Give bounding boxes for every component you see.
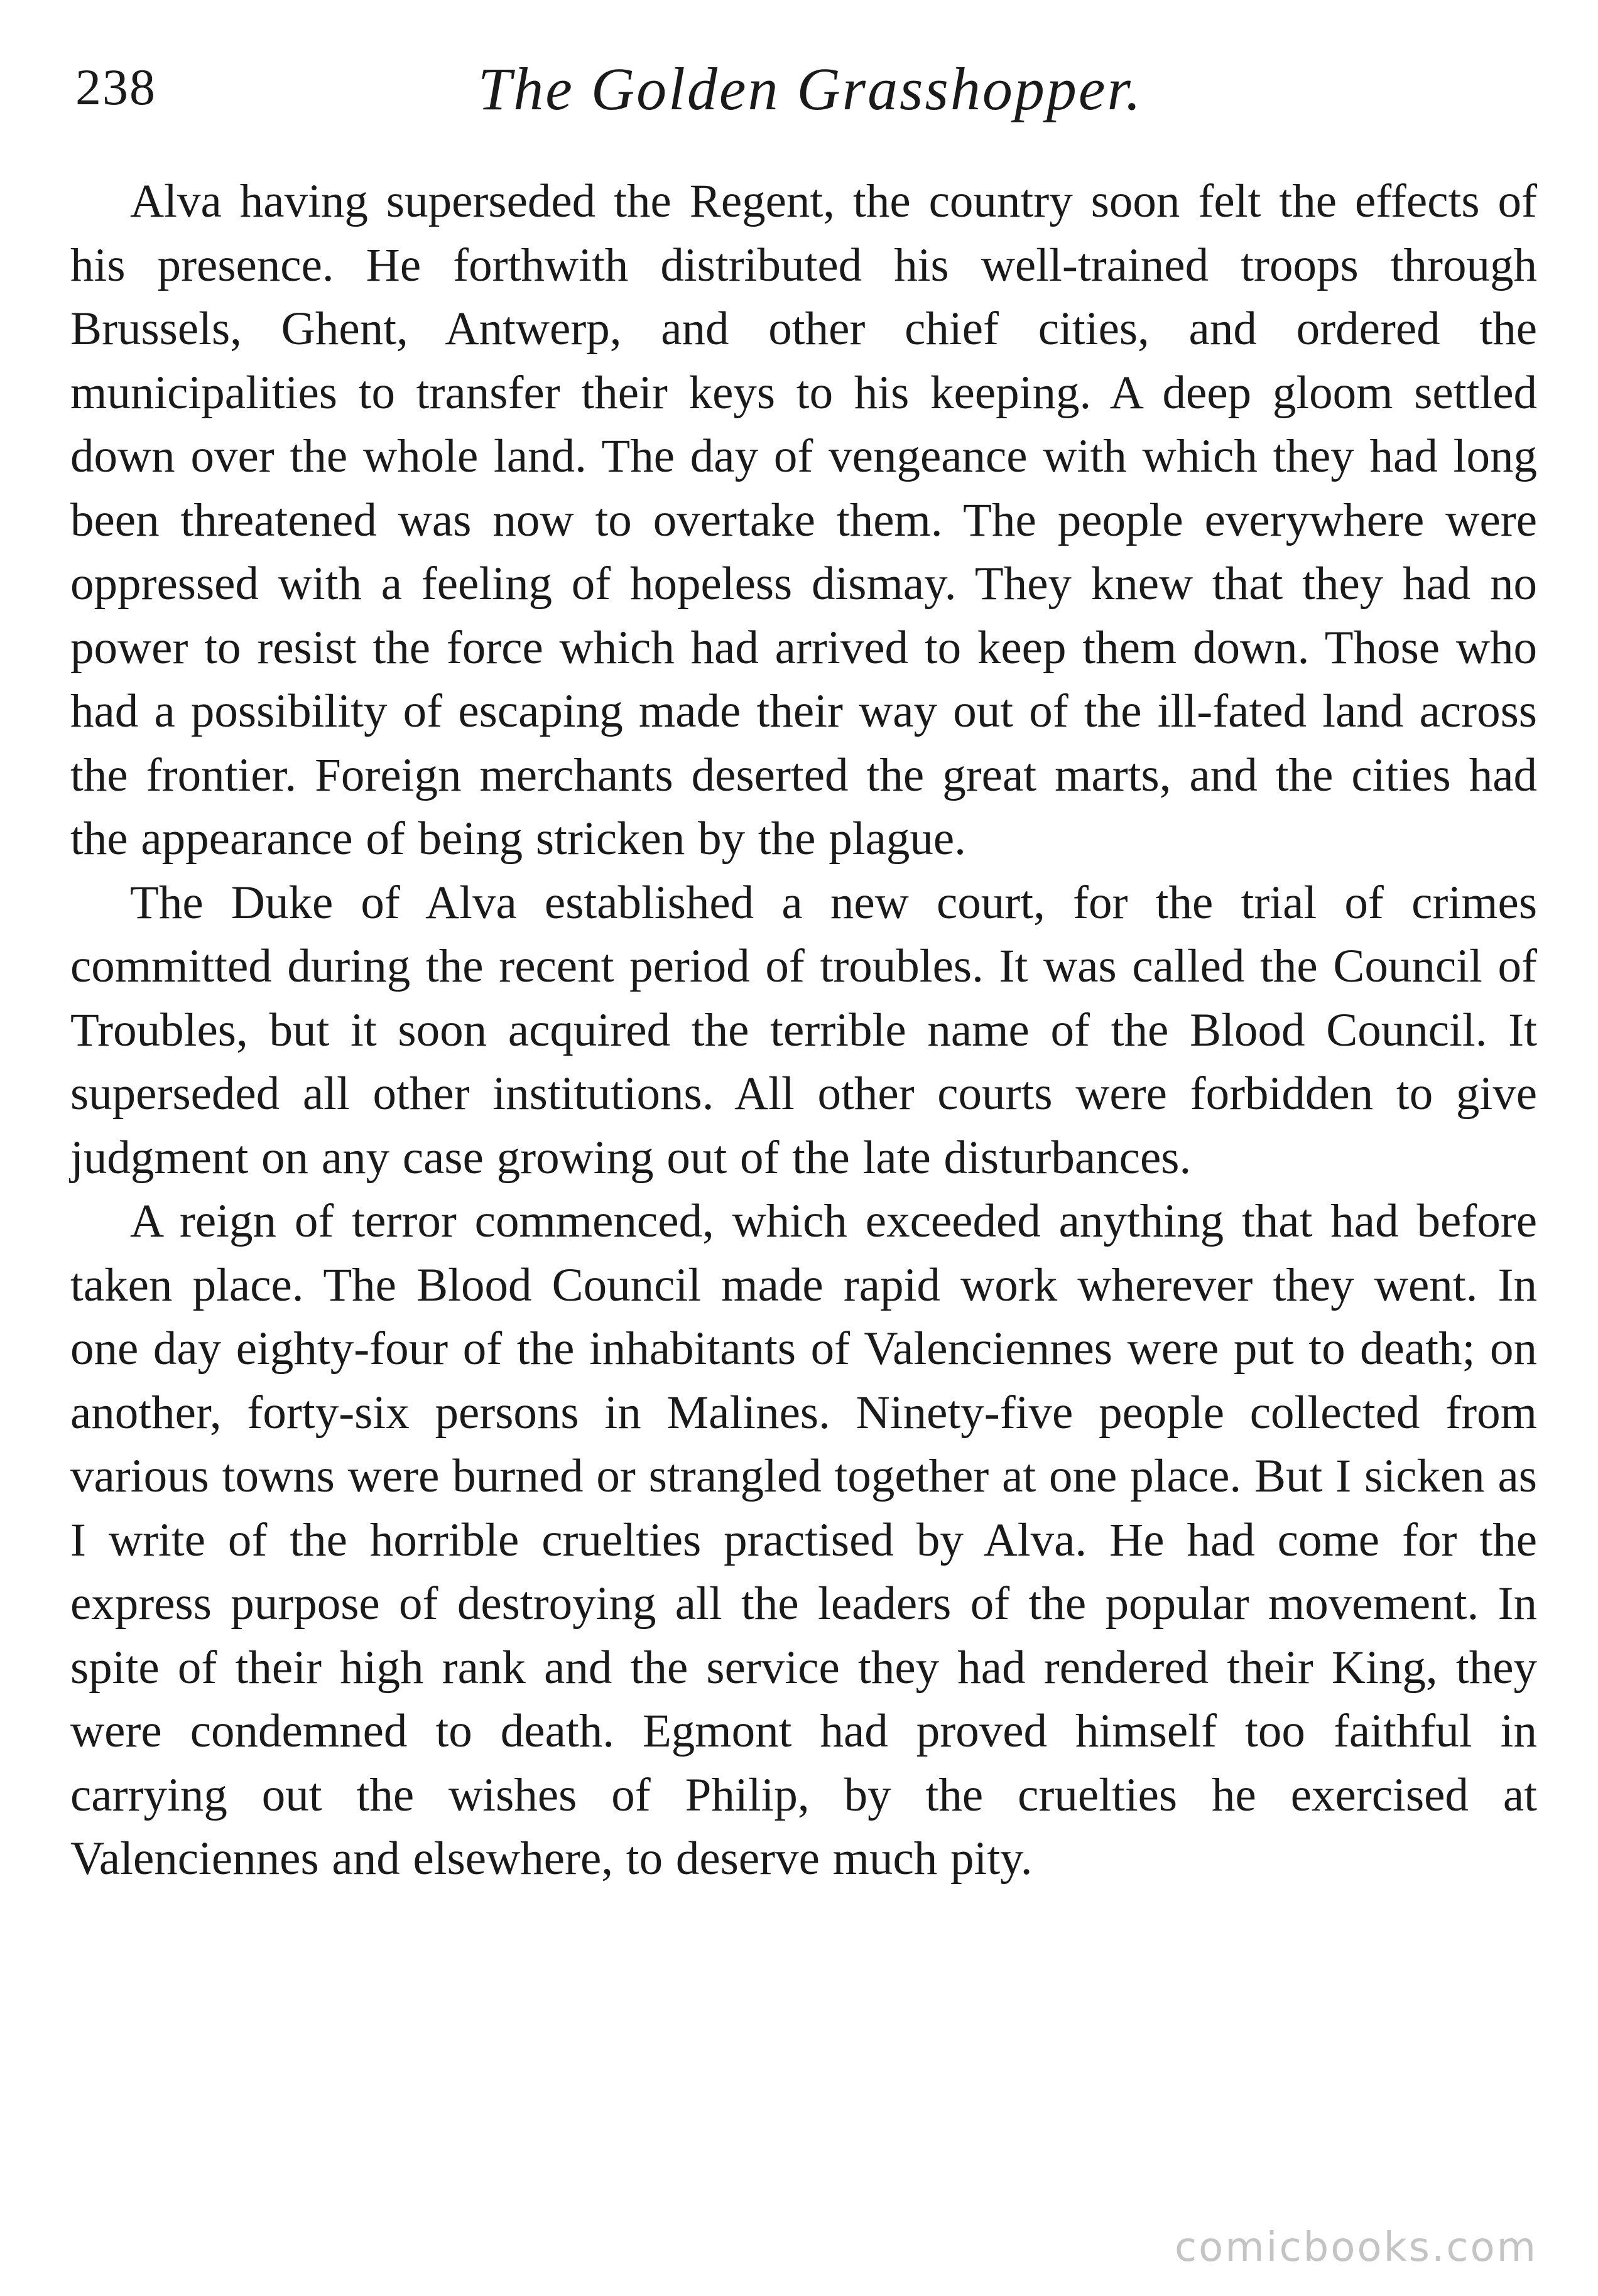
paragraph-2: The Duke of Alva established a new court, for the trial of crimes committed during the recent period of troubles. It was called the Council of Troubles, but it soon acquired the terrible name of the Blood Council. It superseded all other institutions. All other courts were forbidden to give judgment on any case growing out of the late disturbances. [70, 876, 1537, 1184]
watermark: comicbooks.com [1174, 2224, 1538, 2271]
book-title: The Golden Grasshopper. [477, 55, 1143, 122]
body-text [70, 170, 1537, 1891]
running-head [75, 55, 1545, 146]
paragraph-3: A reign of terror commenced, which exceeded anything that had before taken place. The Blood Council made rapid work wherever they went. In one day eighty-four of the inhabitants of Valenciennes were put to death; on another, forty-six persons in Malines. Ninety-five people collected from various towns were burned or strangled together at one place. But I sicken as I write of the horrible cruelties practised by Alva. He had come for the express purpose of destroying all the leaders of the popular movement. In spite of their high rank and the service they had rendered their King, they were condemned to death. Egmont had proved himself too faithful in carrying out the wishes of Philip, by the cruelties he exercised at Valenciennes and elsewhere, to deserve much pity. [70, 1195, 1537, 1885]
paragraph-1: Alva having superseded the Regent, the country soon felt the effects of his presence. He forthwith distributed his well-trained troops through Brussels, Ghent, Antwerp, and other chief cities, and ordered the municipalities to transfer their keys to his keeping. A deep gloom settled down over the whole land. The day of vengeance with which they had long been threatened was now to overtake them. The people everywhere were oppressed with a feeling of hopeless dismay. They knew that they had no power to resist the force which had arrived to keep them down. Those who had a possibility of escaping made their way out of the ill-fated land across the frontier. Foreign merchants deserted the great marts, and the cities had the appearance of being stricken by the plague. [70, 175, 1537, 865]
page-number: 238 [75, 58, 156, 116]
